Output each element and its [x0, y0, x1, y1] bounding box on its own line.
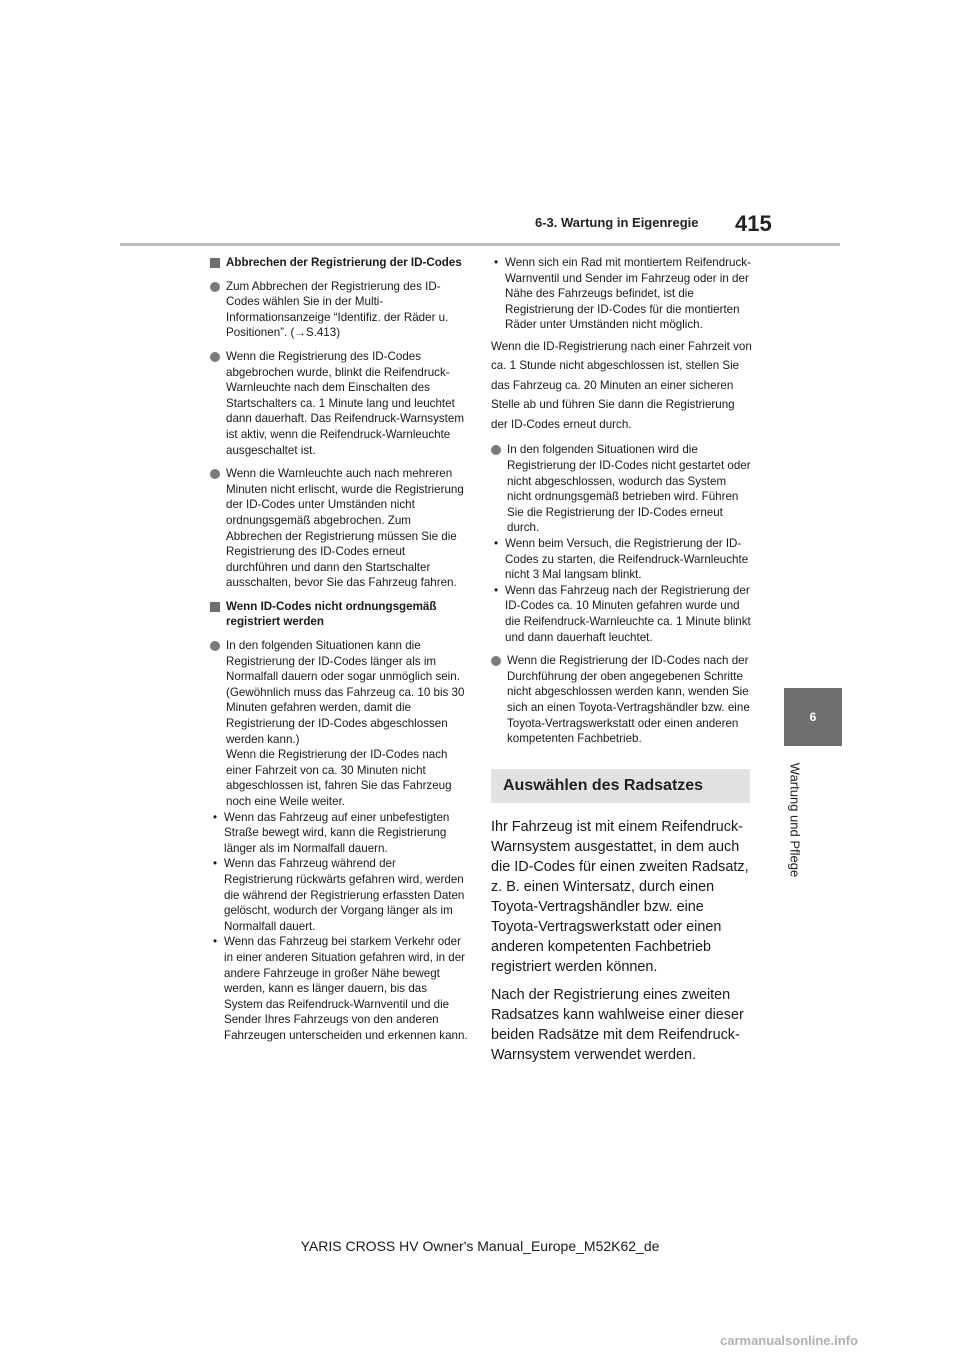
paragraph-select-wheel-set: Nach der Registrierung eines zweiten Radsatzes kann wahlweise einer dieser beiden Radsätze mit dem Reifendruck-Warnsystem verwendet werden.	[491, 986, 744, 1063]
bullet-situations	[210, 638, 468, 810]
sub-item-heavy-traffic: • Wenn das Fahrzeug bei starkem Verkehr oder in einer anderen Situation gefahren wird, in der andere Fahrzeuge in großer Nähe bewegt werden, kann es länger dauern, bis das System das Reifendruck-Warnventil und die Sender Ihres Fahrzeugs von den anderen Fahrzeugen unterscheiden und erkennen kann.	[210, 934, 468, 1043]
paragraph-registration-timeout: Wenn die ID-Registrierung nach einer Fahrzeit von ca. 1 Stunde nicht abgeschlossen ist, stellen Sie das Fahrzeug ca. 20 Minuten an einer sicheren Stelle ab und führen Sie dann die Registrierung der ID-Codes erneut durch.	[491, 339, 752, 431]
section-title-wheel-set: Auswählen des Radsatzes	[491, 769, 750, 803]
right-column	[491, 255, 753, 1073]
heading-not-registered: Wenn ID-Codes nicht ordnungsgemäß registriert werden	[210, 599, 468, 630]
bullet-warning-light: Wenn die Warnleuchte auch nach mehreren Minuten nicht erlischt, wurde die Registrierung der ID-Codes unter Umständen nicht ordnungsgemäß abgebrochen. Zum Abbrechen der Registrierung müssen Sie die Registrierung des ID-Codes erneut durchführen und dann den Startschalter ausschalten, bevor Sie das Fahrzeug fahren.	[210, 466, 468, 591]
bullet-not-started: In den folgenden Situationen wird die Registrierung der ID-Codes nicht gestartet oder nicht abgeschlossen, wodurch das System nicht ordnungsgemäß betrieben wird. Führen Sie die Registrierung der ID-Codes erneut durch.	[491, 442, 753, 536]
sub-item-reversing: • Wenn das Fahrzeug während der Registrierung rückwärts gefahren wird, werden die während der Registrierung erfassten Daten gelöscht, wodurch der Vorgang länger als im Normalfall dauert.	[210, 856, 468, 934]
bullet-situations-text: In den folgenden Situationen kann die Registrierung der ID-Codes länger als im Normalfall dauern oder sogar unmöglich sein. (Gewöhnlich muss das Fahrzeug ca. 10 bis 30 Minuten gefahren werden, damit die Registrierung der ID-Codes abgeschlossen werden kann.)	[226, 639, 465, 746]
sub-item-mounted-wheel: • Wenn sich ein Rad mit montiertem Reifendruck-Warnventil und Sender im Fahrzeug oder in der Nähe des Fahrzeugs befindet, ist die Registrierung der ID-Codes für die montierten Räder unter Umständen nicht möglich.	[491, 255, 753, 333]
section-header: 6-3. Wartung in Eigenregie	[535, 215, 699, 230]
sub-item-unpaved-road: • Wenn das Fahrzeug auf einer unbefestigten Straße bewegt wird, kann die Registrierung länger als im Normalfall dauern.	[210, 810, 468, 857]
left-column	[210, 255, 468, 1044]
header-divider	[120, 243, 840, 246]
heading-cancel-registration: Abbrechen der Registrierung der ID-Codes	[210, 255, 468, 271]
paragraph-second-wheel-set: Ihr Fahrzeug ist mit einem Reifendruck-Warnsystem ausgestattet, in dem auch die ID-Codes für einen zweiten Radsatz, z. B. einen Wintersatz, durch einen Toyota-Vertragshändler bzw. eine Toyota-Vertragswerkstatt oder einen anderen kompetenten Fachbetrieb registriert werden können.	[491, 818, 749, 975]
bullet-cancel-how: Zum Abbrechen der Registrierung des ID-Codes wählen Sie in der Multi-Informationsanzeige “Identifiz. der Räder u. Positionen”. (→S.413)	[210, 279, 468, 341]
page-number: 415	[735, 211, 772, 236]
chapter-title-text: Wartung und Pflege	[787, 762, 803, 878]
footer-manual-id: YARIS CROSS HV Owner's Manual_Europe_M52K62_de	[300, 1238, 660, 1254]
bullet-situations-continued: Wenn die Registrierung der ID-Codes nach einer Fahrzeit von ca. 30 Minuten nicht abgeschlossen ist, fahren Sie das Fahrzeug noch eine Weile weiter.	[226, 748, 452, 808]
chapter-tab: 6	[784, 688, 842, 746]
watermark: carmanualsonline.info	[720, 1333, 858, 1348]
bullet-contact-dealer: Wenn die Registrierung der ID-Codes nach der Durchführung der oben angegebenen Schritte nicht abgeschlossen werden kann, wenden Sie sich an einen Toyota-Vertragshändler bzw. eine Toyota-Vertragswerkstatt oder einen anderen kompetenten Fachbetrieb.	[491, 653, 753, 747]
bullet-cancel-result: Wenn die Registrierung des ID-Codes abgebrochen wurde, blinkt die Reifendruck-Warnleuchte nach dem Einschalten des Startschalters ca. 1 Minute lang und leuchtet dann dauerhaft. Das Reifendruck-Warnsystem ist aktiv, wenn die Reifendruck-Warnleuchte ausgeschaltet ist.	[210, 349, 468, 458]
sub-item-blink-then-on: • Wenn das Fahrzeug nach der Registrierung der ID-Codes ca. 10 Minuten gefahren wurde und die Reifendruck-Warnleuchte ca. 1 Minute blinkt und dann dauerhaft leuchtet.	[491, 583, 753, 645]
chapter-title	[765, 760, 825, 890]
sub-item-no-blink: • Wenn beim Versuch, die Registrierung der ID-Codes zu starten, die Reifendruck-Warnleuchte nicht 3 Mal langsam blinkt.	[491, 536, 753, 583]
